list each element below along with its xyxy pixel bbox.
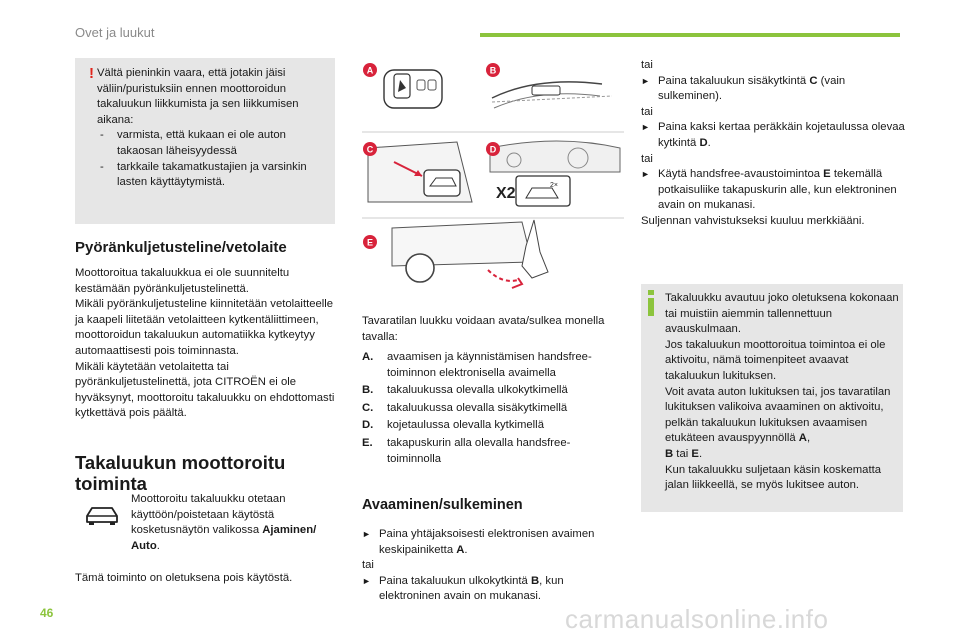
instruction-item: ► Paina kaksi kertaa peräkkäin kojetaulussa olevaa kytkintä D. xyxy=(641,121,905,149)
warning-item: - tarkkaile takamatkustajien ja varsinkin lasten käyttäytymistä. xyxy=(100,160,307,189)
header-accent-bar xyxy=(480,33,900,37)
info-box xyxy=(641,284,903,512)
powered-tailgate-heading: Takaluukun moottoroitu toiminta xyxy=(75,452,286,494)
dashboard-drawing xyxy=(490,141,620,206)
or-text: tai xyxy=(641,152,653,165)
svg-text:X2: X2 xyxy=(496,185,516,202)
label-a-icon xyxy=(363,63,377,77)
watermark: carmanualsonline.info xyxy=(565,604,829,634)
or-text: tai xyxy=(641,59,653,71)
svg-text:D: D xyxy=(489,144,497,155)
info-paragraph: Jos takaluukun moottoroitua toimintoa ei ole aktivoitu, nämä toimenpiteet avaavat takaluukun lukituksen. xyxy=(665,338,886,382)
warning-icon: ! xyxy=(89,65,94,82)
arrow-icon: ► xyxy=(362,529,371,539)
label-b-icon xyxy=(486,63,500,77)
car-settings-icon xyxy=(84,504,120,526)
page-number: 46 xyxy=(40,606,54,620)
opening-closing-heading: Avaaminen/sulkeminen xyxy=(362,497,523,513)
label-c-icon xyxy=(363,142,377,156)
instruction-item: ► Paina takaluukun ulkokytkintä B, kun elektroninen avain on mukanasi. xyxy=(362,574,564,603)
outer-switch-drawing xyxy=(492,82,612,108)
default-off-note: Tämä toiminto on oletuksena pois käytöstä. xyxy=(75,572,293,584)
arrow-icon: ► xyxy=(362,575,371,586)
svg-text:2×: 2× xyxy=(550,182,558,189)
opening-instructions xyxy=(362,527,624,605)
inner-switch-drawing xyxy=(368,142,472,202)
tailgate-illustration xyxy=(362,52,624,302)
info-paragraph: Kun takaluukku suljetaan käsin koskematta jalan liikkeellä, se myös lukitsee auton. xyxy=(665,463,882,492)
methods-list xyxy=(362,350,624,469)
right-column-instructions xyxy=(641,58,906,230)
list-item: A. avaamisen ja käynnistämisen handsfree-toiminnon elektronisella avaimella xyxy=(362,351,592,379)
list-item: D. kojetaulussa olevalla kytkimellä xyxy=(362,419,544,432)
svg-text:A: A xyxy=(366,65,374,76)
bike-carrier-paragraph: Moottoroitua takaluukkua ei ole suunniteltu kestämään pyöränkuljetustelinettä. Mikäli pyöränkuljetusteline kiinnitetään vetolaitteelle ja kaapeli liitetään vetolaitteen kytkentäliittimeen, moottoroidun takaluukun automatiikka kytkeytyy automaattisesti pois toiminnasta. Mikäli käytetään vetolaitetta tai pyöränkuljetustelinettä, jota CITROËN ei ole hyväksynyt, moottoroitu takaluukku on ehdottomasti kytkettävä pois päältä. xyxy=(75,267,335,420)
svg-text:E: E xyxy=(366,237,374,248)
warning-text xyxy=(97,66,325,191)
powered-tailgate-description: Moottoroitu takaluukku otetaan käyttöön/poistetaan käytöstä kosketusnäytön valikossa Ajaminen/ Auto. xyxy=(131,493,317,552)
list-item: E. takapuskurin alla olevalla handsfree-toiminnolla xyxy=(362,436,571,465)
svg-text:C: C xyxy=(366,144,374,155)
arrow-icon: ► xyxy=(641,169,650,180)
instruction-item: ► Käytä handsfree-avaustoimintoa E tekemällä potkaisuliike takapuskurin alle, kun elektroninen avain on mukanasi. xyxy=(641,168,897,212)
warning-intro: Vältä pieninkin vaara, että jotakin jäisi väliin/puristuksiin ennen moottoroidun takaluukun liikkumista ja sen liikkumisen aikana: xyxy=(97,67,299,126)
svg-text:B: B xyxy=(489,65,497,76)
info-icon xyxy=(648,290,654,316)
instruction-item: ► Paina yhtäjaksoisesti elektronisen avaimen keskipainiketta A. xyxy=(362,528,595,556)
rear-bumper-drawing xyxy=(392,220,548,288)
key-fob-drawing xyxy=(384,70,442,108)
section-title: Ovet ja luukut xyxy=(75,25,155,40)
arrow-icon: ► xyxy=(641,75,650,86)
warning-box xyxy=(75,58,335,224)
info-paragraph: Voit avata auton lukituksen tai, jos tavaratilan lukituksen valikoiva avaaminen on aktivoitu, pelkän takaluukun lukituksen avaamisen etukäteen avauspyynnöllä A, B tai E. xyxy=(665,385,891,460)
list-item: C. takaluukussa olevalla sisäkytkimellä xyxy=(362,401,568,414)
or-text: tai xyxy=(641,105,653,118)
bike-carrier-heading: Pyöränkuljetusteline/vetolaite xyxy=(75,239,287,256)
or-text: tai xyxy=(362,559,374,572)
label-d-icon xyxy=(486,142,500,156)
closing-confirmation: Suljennan vahvistukseksi kuuluu merkkiääni. xyxy=(641,214,865,227)
instruction-item: ► Paina takaluukun sisäkytkintä C (vain sulkeminen). xyxy=(641,74,846,103)
methods-intro: Tavaratilan luukku voidaan avata/sulkea monella tavalla: xyxy=(362,315,605,343)
info-paragraph: Takaluukku avautuu joko oletuksena kokonaan tai muistiin aiemmin tallennettuun avauskulmaan. xyxy=(665,292,899,336)
warning-item: - varmista, että kukaan ei ole auton takaosan läheisyydessä xyxy=(100,129,286,157)
list-item: B. takaluukussa olevalla ulkokytkimellä xyxy=(362,384,568,397)
arrow-icon: ► xyxy=(641,122,650,133)
info-text xyxy=(665,291,899,494)
label-e-icon xyxy=(363,235,377,249)
